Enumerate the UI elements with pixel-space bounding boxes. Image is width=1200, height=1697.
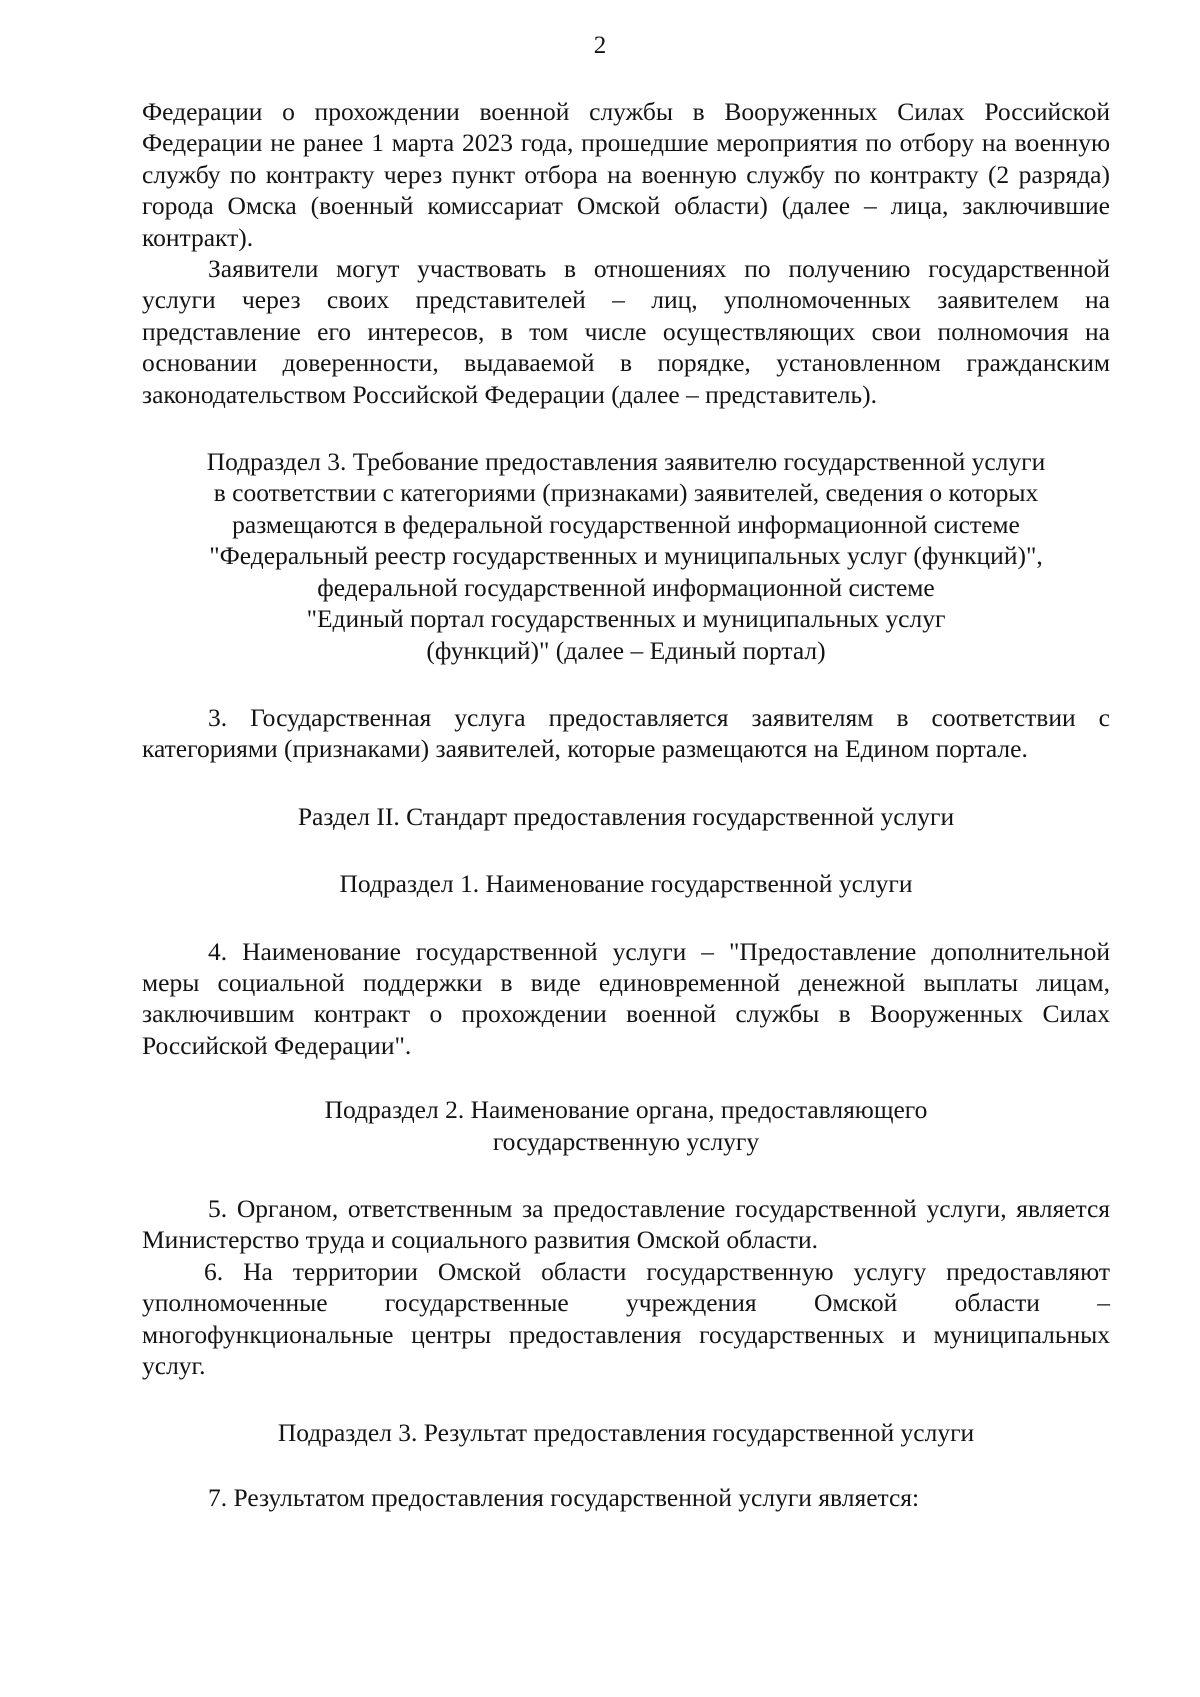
subsection-1-heading: Подраздел 1. Наименование государственной услуги: [339, 869, 913, 899]
heading-line: (функций)" (далее – Единый портал): [426, 635, 826, 665]
heading-line: Подраздел 2. Наименование органа, предоставляющего: [324, 1095, 928, 1125]
paragraph-4: 4. Наименование государственной услуги – "Предоставление дополнительной меры социальной поддержки в виде единовременной денежной выплаты лицам, заключившим контракт о прохождении военной службы в Вооруженных Силах Российской Федерации".: [142, 936, 1110, 1060]
paragraph-6: 6. На территории Омской области государственную услугу предоставляют уполномоченные государственные учреждения Омской области – многофункциональные центры предоставления государственных и муниципальных услуг.: [142, 1256, 1110, 1380]
paragraph-applicants-contract: Федерации о прохождении военной службы в Вооруженных Силах Российской Федерации не ранее 1 марта 2023 года, прошедшие мероприятия по отбору на военную службу по контракту через пункт отбора на военную службу по контракту (2 разряда) города Омска (военный комиссариат Омской области) (далее – лица, заключившие контракт).: [142, 97, 1110, 252]
subsection-2-heading: [142, 1094, 1110, 1157]
paragraph-7: 7. Результатом предоставления государственной услуги является:: [208, 1482, 920, 1512]
heading-line: в соответствии с категориями (признаками) заявителей, сведения о которых: [213, 478, 1039, 508]
subsection-3-heading: [142, 446, 1110, 666]
section-2-heading: Раздел II. Стандарт предоставления государственной услуги: [297, 801, 955, 831]
page-number: 2: [593, 32, 607, 59]
paragraph-5: 5. Органом, ответственным за предоставление государственной услуги, является Министерство труда и социального развития Омской области.: [142, 1193, 1110, 1255]
heading-line: государственную услугу: [492, 1126, 760, 1156]
heading-line: размещаются в федеральной государственной информационной системе: [232, 509, 1020, 539]
document-body: [142, 96, 1110, 1513]
heading-line: "Федеральный реестр государственных и муниципальных услуг (функций)",: [209, 541, 1043, 571]
paragraph-3: 3. Государственная услуга предоставляется заявителям в соответствии с категориями (признаками) заявителей, которые размещаются на Едином портале.: [142, 702, 1110, 764]
heading-line: Подраздел 3. Требование предоставления заявителю государственной услуги: [206, 447, 1046, 477]
heading-line: федеральной государственной информационной системе: [317, 572, 935, 602]
heading-line: "Единый портал государственных и муниципальных услуг: [306, 604, 946, 634]
subsection-3-result-heading: Подраздел 3. Результат предоставления государственной услуги: [277, 1418, 975, 1448]
paragraph-representatives: Заявители могут участвовать в отношениях по получению государственной услуги через своих представителей – лиц, уполномоченных заявителем на представление его интересов, в том числе осуществляющих свои полномочия на основании доверенности, выдаваемой в порядке, установленном гражданским законодательством Российской Федерации (далее – представитель).: [142, 254, 1110, 409]
